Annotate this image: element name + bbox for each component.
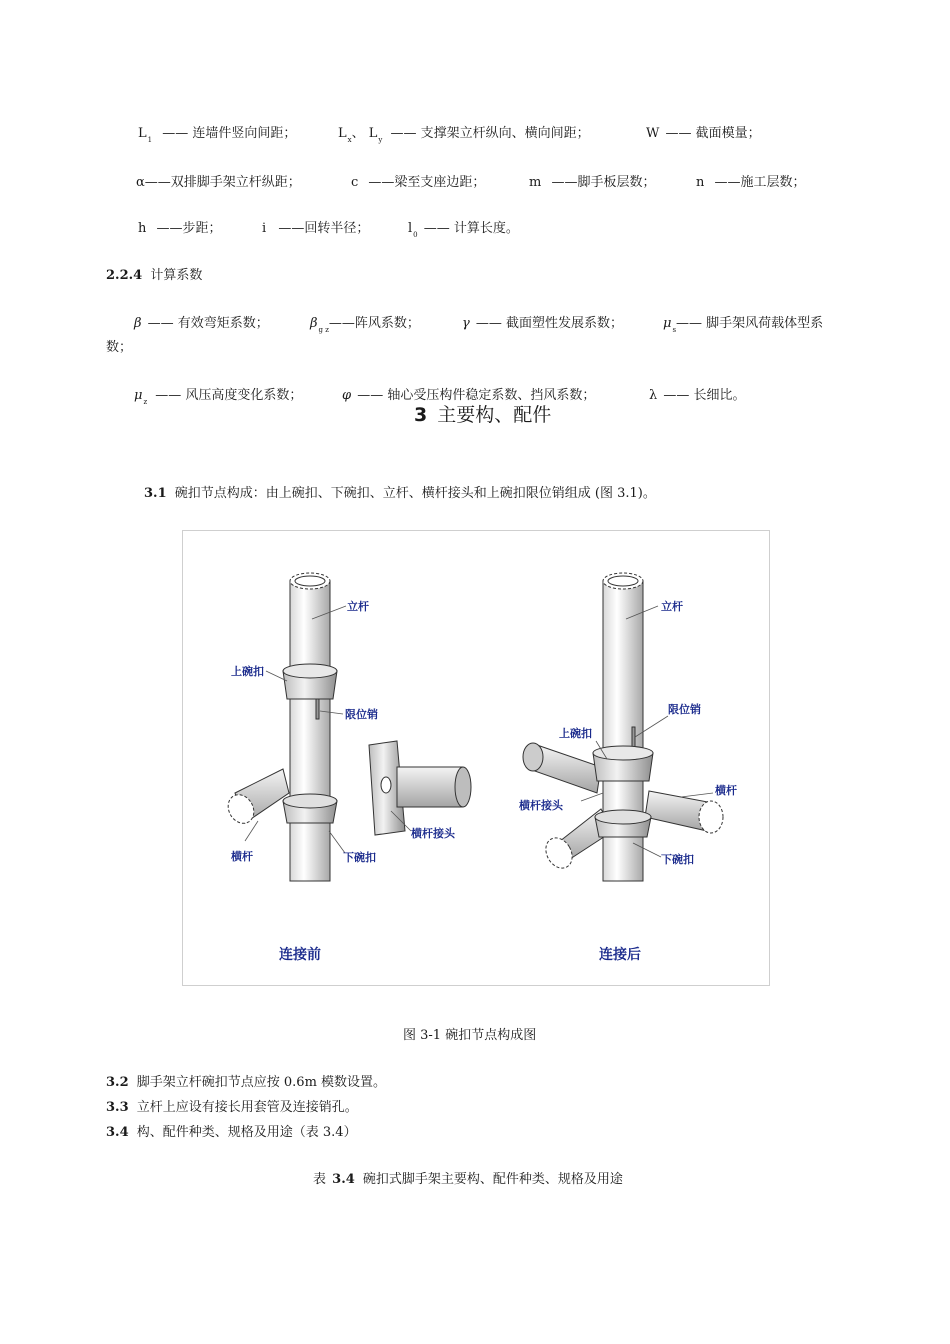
symbol-def-alpha: α——双排脚手架立杆纵距； [136, 175, 301, 190]
right-label-upper-cup: 上碗扣 [559, 727, 592, 740]
left-label-pole: 立杆 [347, 600, 369, 613]
right-label-joint: 横杆接头 [519, 799, 563, 812]
paragraph-3-4: 3.4 构、配件种类、规格及用途（表 3.4） [106, 1125, 357, 1140]
coef-def-phi: φ —— 轴心受压构件稳定系数、挡风系数； [342, 388, 596, 403]
right-label-crossbar: 横杆 [715, 784, 737, 797]
paragraph-3-3: 3.3 立杆上应设有接长用套管及连接销孔。 [106, 1100, 358, 1115]
symbol-def-h: h ——步距； [138, 221, 222, 236]
coef-def-beta-gz: $\beta_{g z}——$阵风系数； [310, 316, 420, 334]
coef-def-mu-z: $\mu_z$ —— 风压高度变化系数； [134, 388, 303, 406]
left-label-pin: 限位销 [345, 708, 378, 721]
bowl-joint-illustration [183, 531, 769, 985]
symbol-def-m: m ——脚手板层数； [529, 175, 656, 190]
right-label-lower-cup: 下碗扣 [661, 853, 694, 866]
right-label-pole: 立杆 [661, 600, 683, 613]
figure-bowl-joint [182, 530, 770, 986]
left-label-upper-cup: 上碗扣 [231, 665, 264, 678]
symbol-def-c: c ——梁至支座边距； [351, 175, 486, 190]
left-label-joint: 横杆接头 [411, 827, 455, 840]
symbol-def-n: n ——施工层数； [696, 175, 806, 190]
symbol-def-l1: $L_1$ —— 连墙件竖向间距； [138, 126, 297, 144]
table-title: 表 3.4 碗扣式脚手架主要构、配件种类、规格及用途 [313, 1172, 623, 1187]
caption-after: 连接后 [599, 947, 641, 963]
section-heading-224: 2.2.4 计算系数 [106, 268, 203, 283]
symbol-def-lx-ly: $L_x$、 $L_y$ —— 支撑架立杆纵向、横向间距； [338, 126, 590, 144]
chapter-heading: 3 主要构、配件 [414, 404, 552, 426]
coef-def-wrap: 数； [106, 340, 133, 355]
symbol-def-l0: $l_0$ —— 计算长度。 [408, 221, 519, 239]
paragraph-3-2: 3.2 脚手架立杆碗扣节点应按 0.6m 模数设置。 [106, 1075, 387, 1090]
symbol-def-w: W —— 截面模量； [646, 126, 761, 141]
left-label-crossbar: 横杆 [231, 850, 253, 863]
coef-def-mu-s: $\mu_s——$ 脚手架风荷载体型系 [663, 316, 824, 334]
left-label-lower-cup: 下碗扣 [343, 851, 376, 864]
right-label-pin: 限位销 [668, 703, 701, 716]
caption-before: 连接前 [279, 947, 321, 963]
symbol-def-i: i ——回转半径； [262, 221, 370, 236]
figure-title: 图 3-1 碗扣节点构成图 [403, 1028, 537, 1043]
coef-def-gamma: γ —— 截面塑性发展系数； [462, 316, 624, 331]
coef-def-lambda: λ —— 长细比。 [649, 388, 746, 403]
paragraph-3-1: 3.1 碗扣节点构成：由上碗扣、下碗扣、立杆、横杆接头和上碗扣限位销组成 (图 3.1)。 [144, 486, 656, 501]
right-assembly [523, 573, 723, 881]
coef-def-beta: β —— 有效弯矩系数； [134, 316, 269, 331]
